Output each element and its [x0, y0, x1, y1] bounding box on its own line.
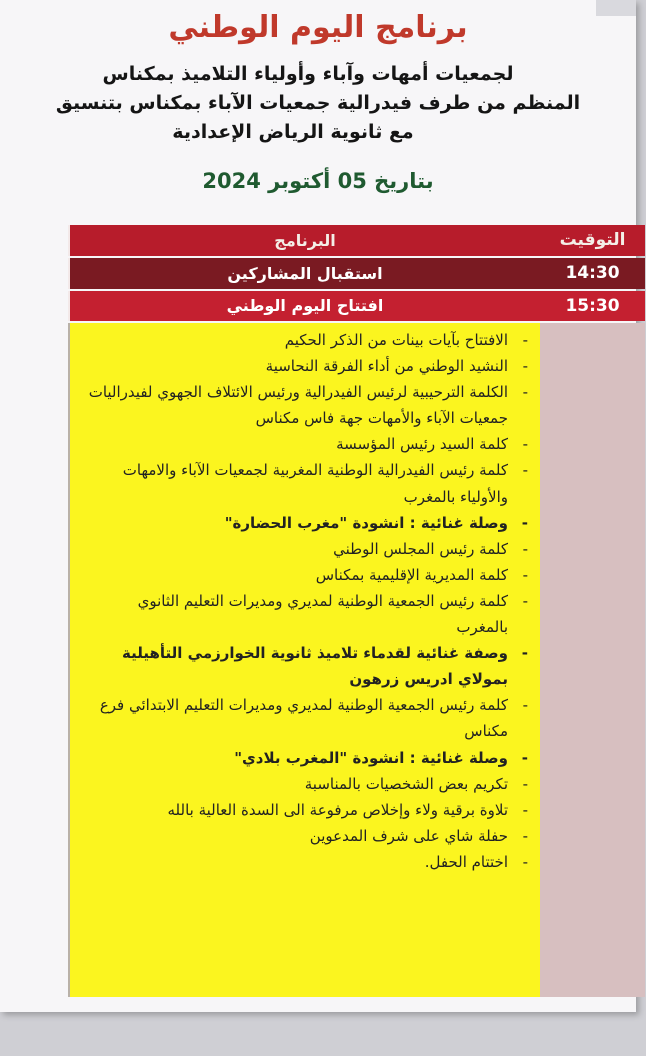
- program-items-list: [70, 323, 540, 875]
- list-item: - كلمة رئيس المجلس الوطني: [82, 536, 530, 562]
- list-item: - كلمة المديرية الإقليمية بمكناس: [82, 562, 530, 588]
- list-item: - وصلة غنائية : انشودة "المغرب بلادي": [82, 745, 530, 771]
- row-program: افتتاح اليوم الوطني: [68, 291, 540, 321]
- list-item: - النشيد الوطني من أداء الفرقة النحاسية: [82, 353, 530, 379]
- subtitle-line-3: مع ثانوية الرياض الإعدادية: [172, 121, 414, 143]
- list-item: - كلمة رئيس الفيدرالية الوطنية المغربية لجمعيات الآباء والامهات والأولياء بالمغرب: [82, 457, 530, 509]
- list-item: - تكريم بعض الشخصيات بالمناسبة: [82, 771, 530, 797]
- document-title: برنامج اليوم الوطني: [168, 10, 468, 45]
- list-item: - كلمة رئيس الجمعية الوطنية لمديري ومديرات التعليم الثانوي بالمغرب: [82, 588, 530, 640]
- list-item: - الافتتاح بآيات بينات من الذكر الحكيم: [82, 327, 530, 353]
- row-time: 15:30: [565, 296, 620, 316]
- program-items-cell: [68, 323, 540, 997]
- program-details: [68, 323, 645, 997]
- time-column-empty: [540, 323, 645, 997]
- row-time: 14:30: [565, 263, 620, 283]
- table-header-row: [68, 225, 645, 256]
- list-item: - كلمة رئيس الجمعية الوطنية لمديري ومديرات التعليم الابتدائي فرع مكناس: [82, 692, 530, 744]
- list-item: - اختتام الحفل.: [82, 849, 530, 875]
- list-item: - وصلة غنائية : انشودة "مغرب الحضارة": [82, 510, 530, 536]
- subtitle-line-2: المنظم من طرف فيدرالية جمعيات الآباء بمكناس بتنسيق: [55, 92, 581, 114]
- table-row: [68, 291, 645, 321]
- table-row: [68, 258, 645, 289]
- program-table: [68, 225, 645, 997]
- list-item: - الكلمة الترحيبية لرئيس الفيدرالية ورئيس الائتلاف الجهوي لفيدراليات جمعيات الآباء والأمهات جهة فاس مكناس: [82, 379, 530, 431]
- header-program: البرنامج: [68, 225, 540, 256]
- row-program: استقبال المشاركين: [68, 258, 540, 289]
- event-date: بتاريخ 05 أكتوبر 2024: [202, 169, 434, 193]
- header-time: التوقيت: [559, 230, 626, 250]
- list-item: - وصفة غنائية لقدماء تلاميذ ثانوية الخوارزمي التأهيلية بمولاي ادريس زرهون: [82, 640, 530, 692]
- list-item: - تلاوة برقية ولاء وإخلاص مرفوعة الى السدة العالية بالله: [82, 797, 530, 823]
- list-item: - حفلة شاي على شرف المدعوين: [82, 823, 530, 849]
- subtitle-line-1: لجمعيات أمهات وآباء وأولياء التلاميذ بمكناس: [102, 63, 514, 85]
- list-item: - كلمة السيد رئيس المؤسسة: [82, 431, 530, 457]
